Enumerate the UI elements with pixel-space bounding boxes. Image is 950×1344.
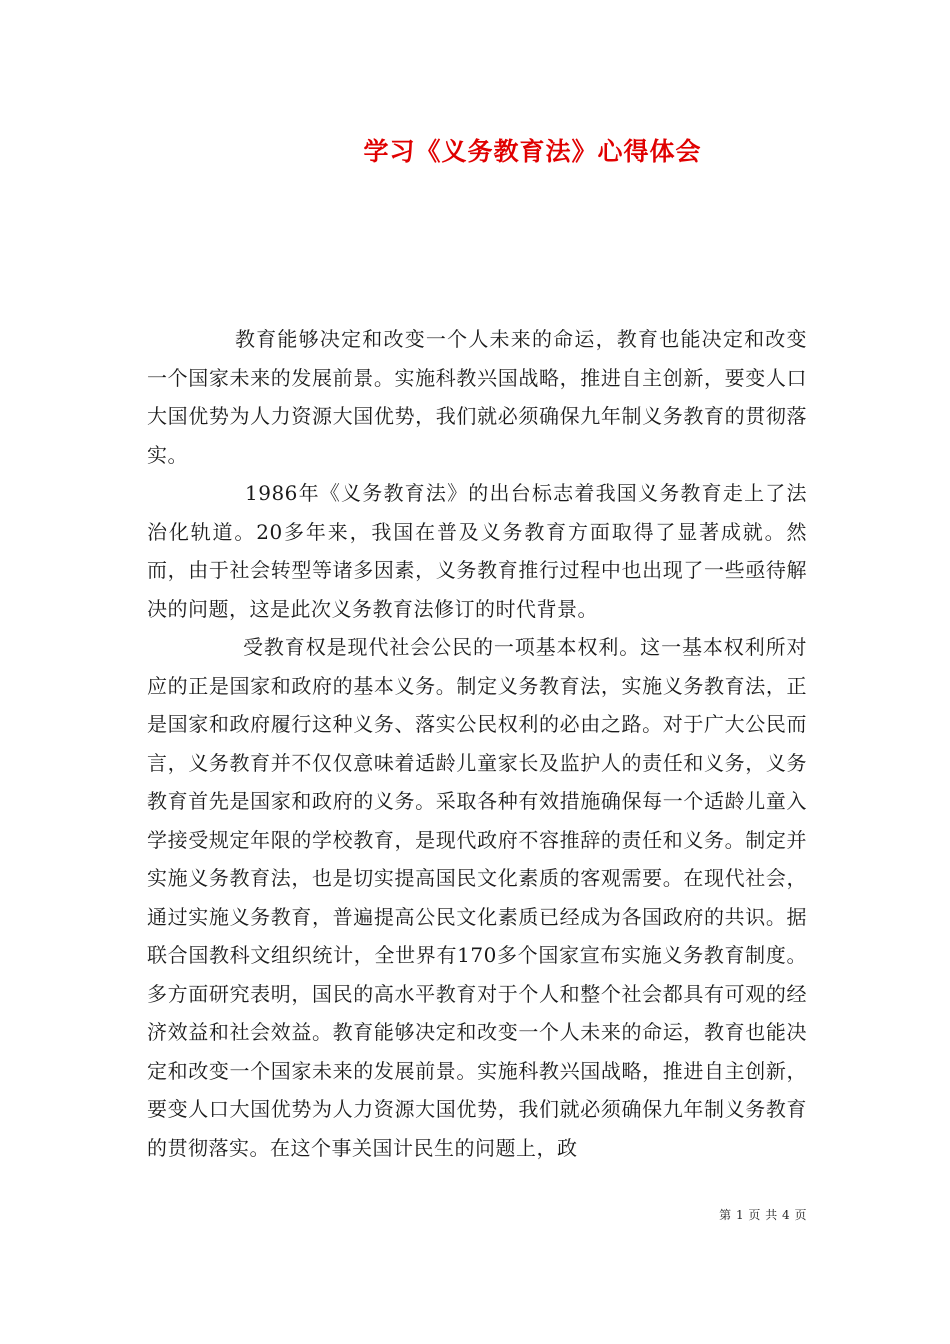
- document-title: 学习《义务教育法》心得体会: [363, 137, 702, 166]
- document-body: [147, 320, 807, 1167]
- paragraph-1: 教育能够决定和改变一个人未来的命运，教育也能决定和改变一个国家未来的发展前景。实施科教兴国战略，推进自主创新，要变人口大国优势为人力资源大国优势，我们就必须确保九年制义务教育的贯彻落实。: [147, 327, 807, 467]
- page-number-footer: 第 1 页 共 4 页: [719, 1208, 807, 1222]
- paragraph-2: 1986年《义务教育法》的出台标志着我国义务教育走上了法治化轨道。20多年来，我国在普及义务教育方面取得了显著成就。然而，由于社会转型等诸多因素，义务教育推行过程中也出现了一些亟待解决的问题，这是此次义务教育法修订的时代背景。: [147, 481, 807, 621]
- paragraph-3: 受教育权是现代社会公民的一项基本权利。这一基本权利所对应的正是国家和政府的基本义务。制定义务教育法，实施义务教育法，正是国家和政府履行这种义务、落实公民权利的必由之路。对于广大公民而言，义务教育并不仅仅意味着适龄儿童家长及监护人的责任和义务，义务教育首先是国家和政府的义务。采取各种有效措施确保每一个适龄儿童入学接受规定年限的学校教育，是现代政府不容推辞的责任和义务。制定并实施义务教育法，也是切实提高国民文化素质的客观需要。在现代社会，通过实施义务教育，普遍提高公民文化素质已经成为各国政府的共识。据联合国教科文组织统计，全世界有170多个国家宣布实施义务教育制度。多方面研究表明，国民的高水平教育对于个人和整个社会都具有可观的经济效益和社会效益。教育能够决定和改变一个人未来的命运，教育也能决定和改变一个国家未来的发展前景。实施科教兴国战略，推进自主创新，要变人口大国优势为人力资源大国优势，我们就必须确保九年制义务教育的贯彻落实。在这个事关国计民生的问题上，政: [147, 635, 807, 1160]
